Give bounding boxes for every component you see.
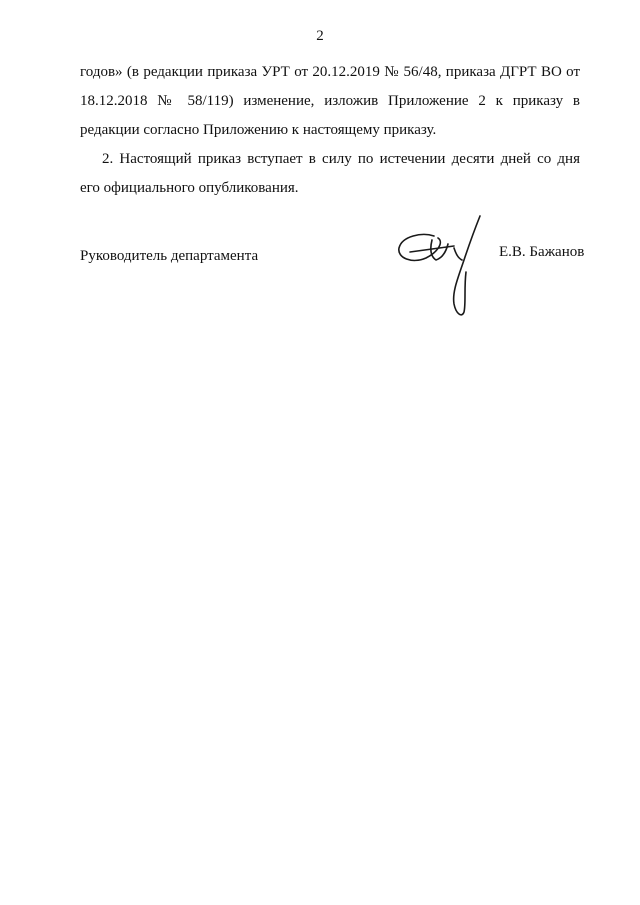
paragraph-line: 18.12.2018 № 58/119) изменение, изложив Приложение 2 к приказу в xyxy=(80,93,580,109)
paragraph-effective-date xyxy=(80,145,580,203)
paragraph-amendment xyxy=(80,58,580,145)
handwritten-signature xyxy=(392,208,492,320)
paragraph-line: редакции согласно Приложению к настоящему приказу. xyxy=(80,122,437,138)
paragraph-line: 2. Настоящий приказ вступает в силу по истечении десяти дней со дня xyxy=(102,151,580,167)
paragraph-line: годов» (в редакции приказа УРТ от 20.12.2019 № 56/48, приказа ДГРТ ВО от xyxy=(80,64,580,80)
paragraph-line: его официального опубликования. xyxy=(80,180,299,196)
signer-position-title: Руководитель департамента xyxy=(80,248,259,264)
page-number: 2 xyxy=(316,28,324,44)
signer-name: Е.В. Бажанов xyxy=(499,244,585,260)
